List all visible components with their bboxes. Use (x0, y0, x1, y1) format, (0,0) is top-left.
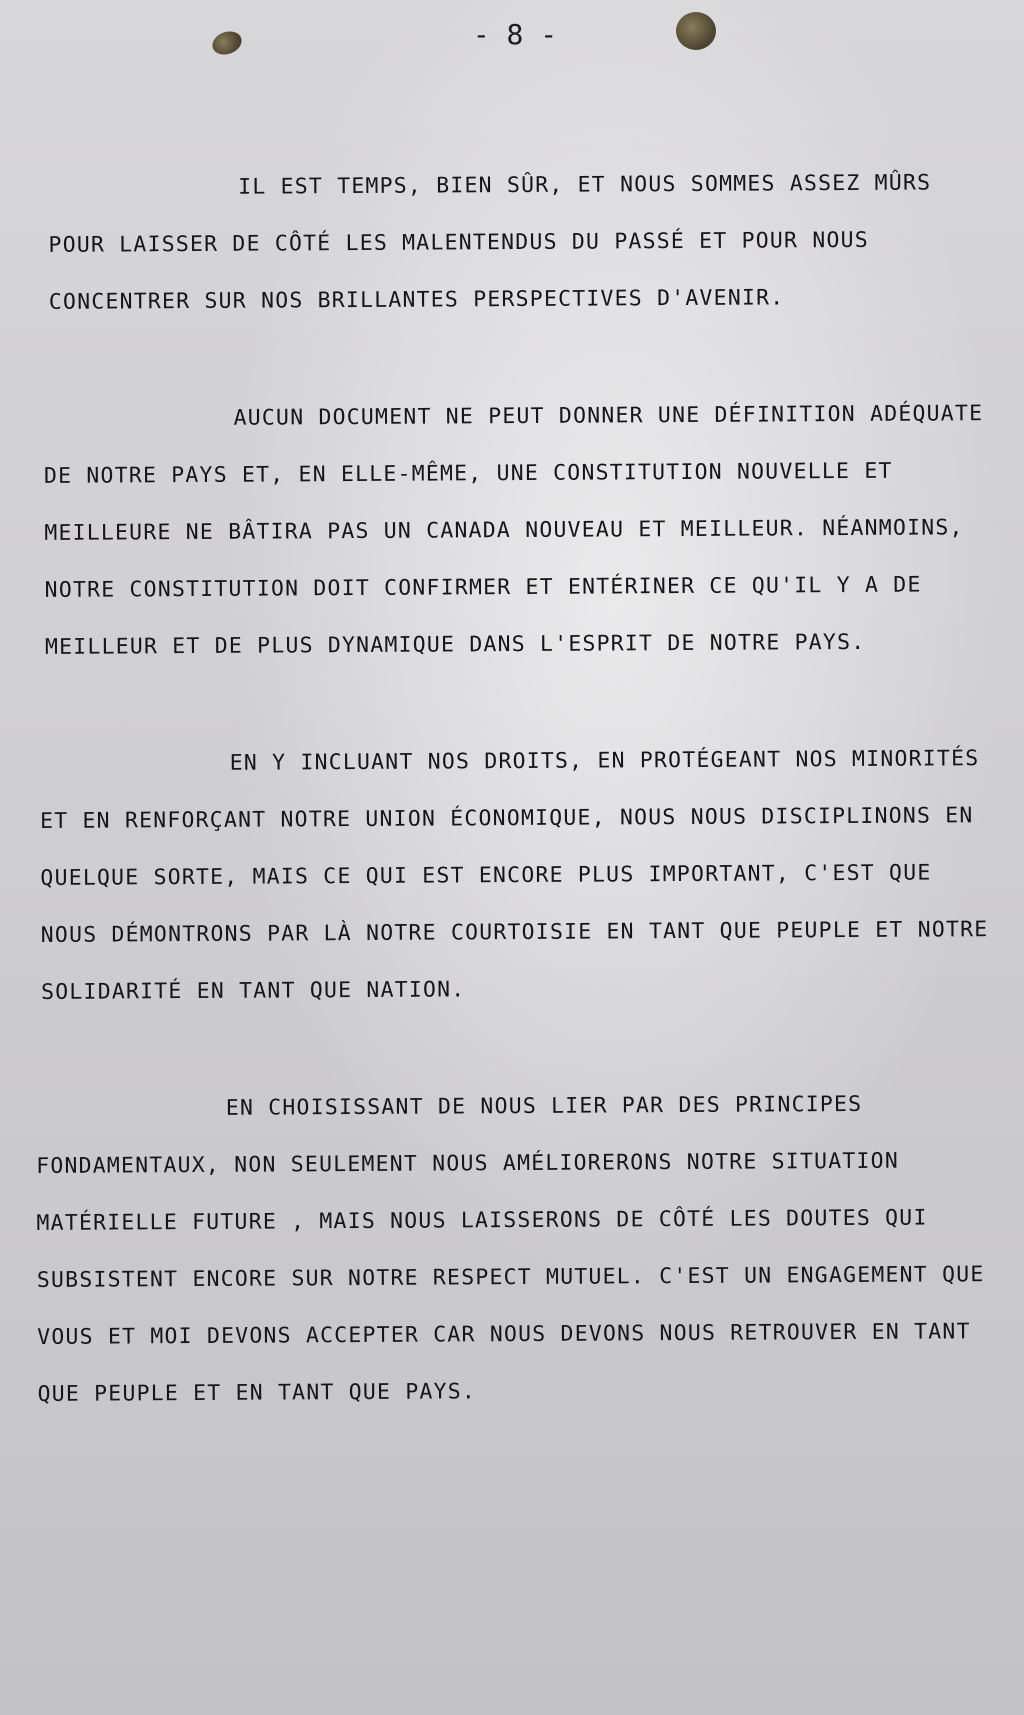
paragraph-4: EN CHOISISSANT DE NOUS LIER PAR DES PRINCIPES FONDAMENTAUX, NON SEULEMENT NOUS AMÉLIORERONS NOTRE SITUATION MATÉRIELLE FUTURE , MAIS NOUS LAISSERONS DE CÔTÉ LES DOUTES QUI SUBSISTENT ENCORE SUR NOTRE RESPECT MUTUEL. C'EST UN ENGAGEMENT QUE VOUS ET MOI DEVONS ACCEPTER CAR NOUS DEVONS NOUS RETROUVER EN TANT QUE PEUPLE ET EN TANT QUE PAYS. (36, 1091, 985, 1407)
paragraph-3: EN Y INCLUANT NOS DROITS, EN PROTÉGEANT NOS MINORITÉS ET EN RENFORÇANT NOTRE UNION ÉCONOMIQUE, NOUS NOUS DISCIPLINONS EN QUELQUE SORTE, MAIS CE QUI EST ENCORE PLUS IMPORTANT, C'EST QUE NOUS DÉMONTRONS PAR LÀ NOTRE COURTOISIE EN TANT QUE PEUPLE ET NOTRE SOLIDARITÉ EN TANT QUE NATION. (39, 746, 989, 1005)
page-number: - 8 - (472, 18, 558, 51)
paragraph-2: AUCUN DOCUMENT NE PEUT DONNER UNE DÉFINITION ADÉQUATE DE NOTRE PAYS ET, EN ELLE-MÊME, UNE CONSTITUTION NOUVELLE ET MEILLEURE NE BÂTIRA PAS UN CANADA NOUVEAU ET MEILLEUR. NÉANMOINS, NOTRE CONSTITUTION DOIT CONFIRMER ET ENTÉRINER CE QU'IL Y A DE MEILLEUR ET DE PLUS DYNAMIQUE DANS L'ESPRIT DE NOTRE PAYS. (43, 401, 984, 660)
paragraph-1: IL EST TEMPS, BIEN SÛR, ET NOUS SOMMES ASSEZ MÛRS POUR LAISSER DE CÔTÉ LES MALENTENDUS DU PASSÉ ET POUR NOUS CONCENTRER SUR NOS BRILLANTES PERSPECTIVES D'AVENIR. (48, 170, 932, 315)
punch-hole-left (209, 28, 245, 59)
document-body (30, 154, 998, 1483)
punch-hole-right (676, 12, 716, 50)
